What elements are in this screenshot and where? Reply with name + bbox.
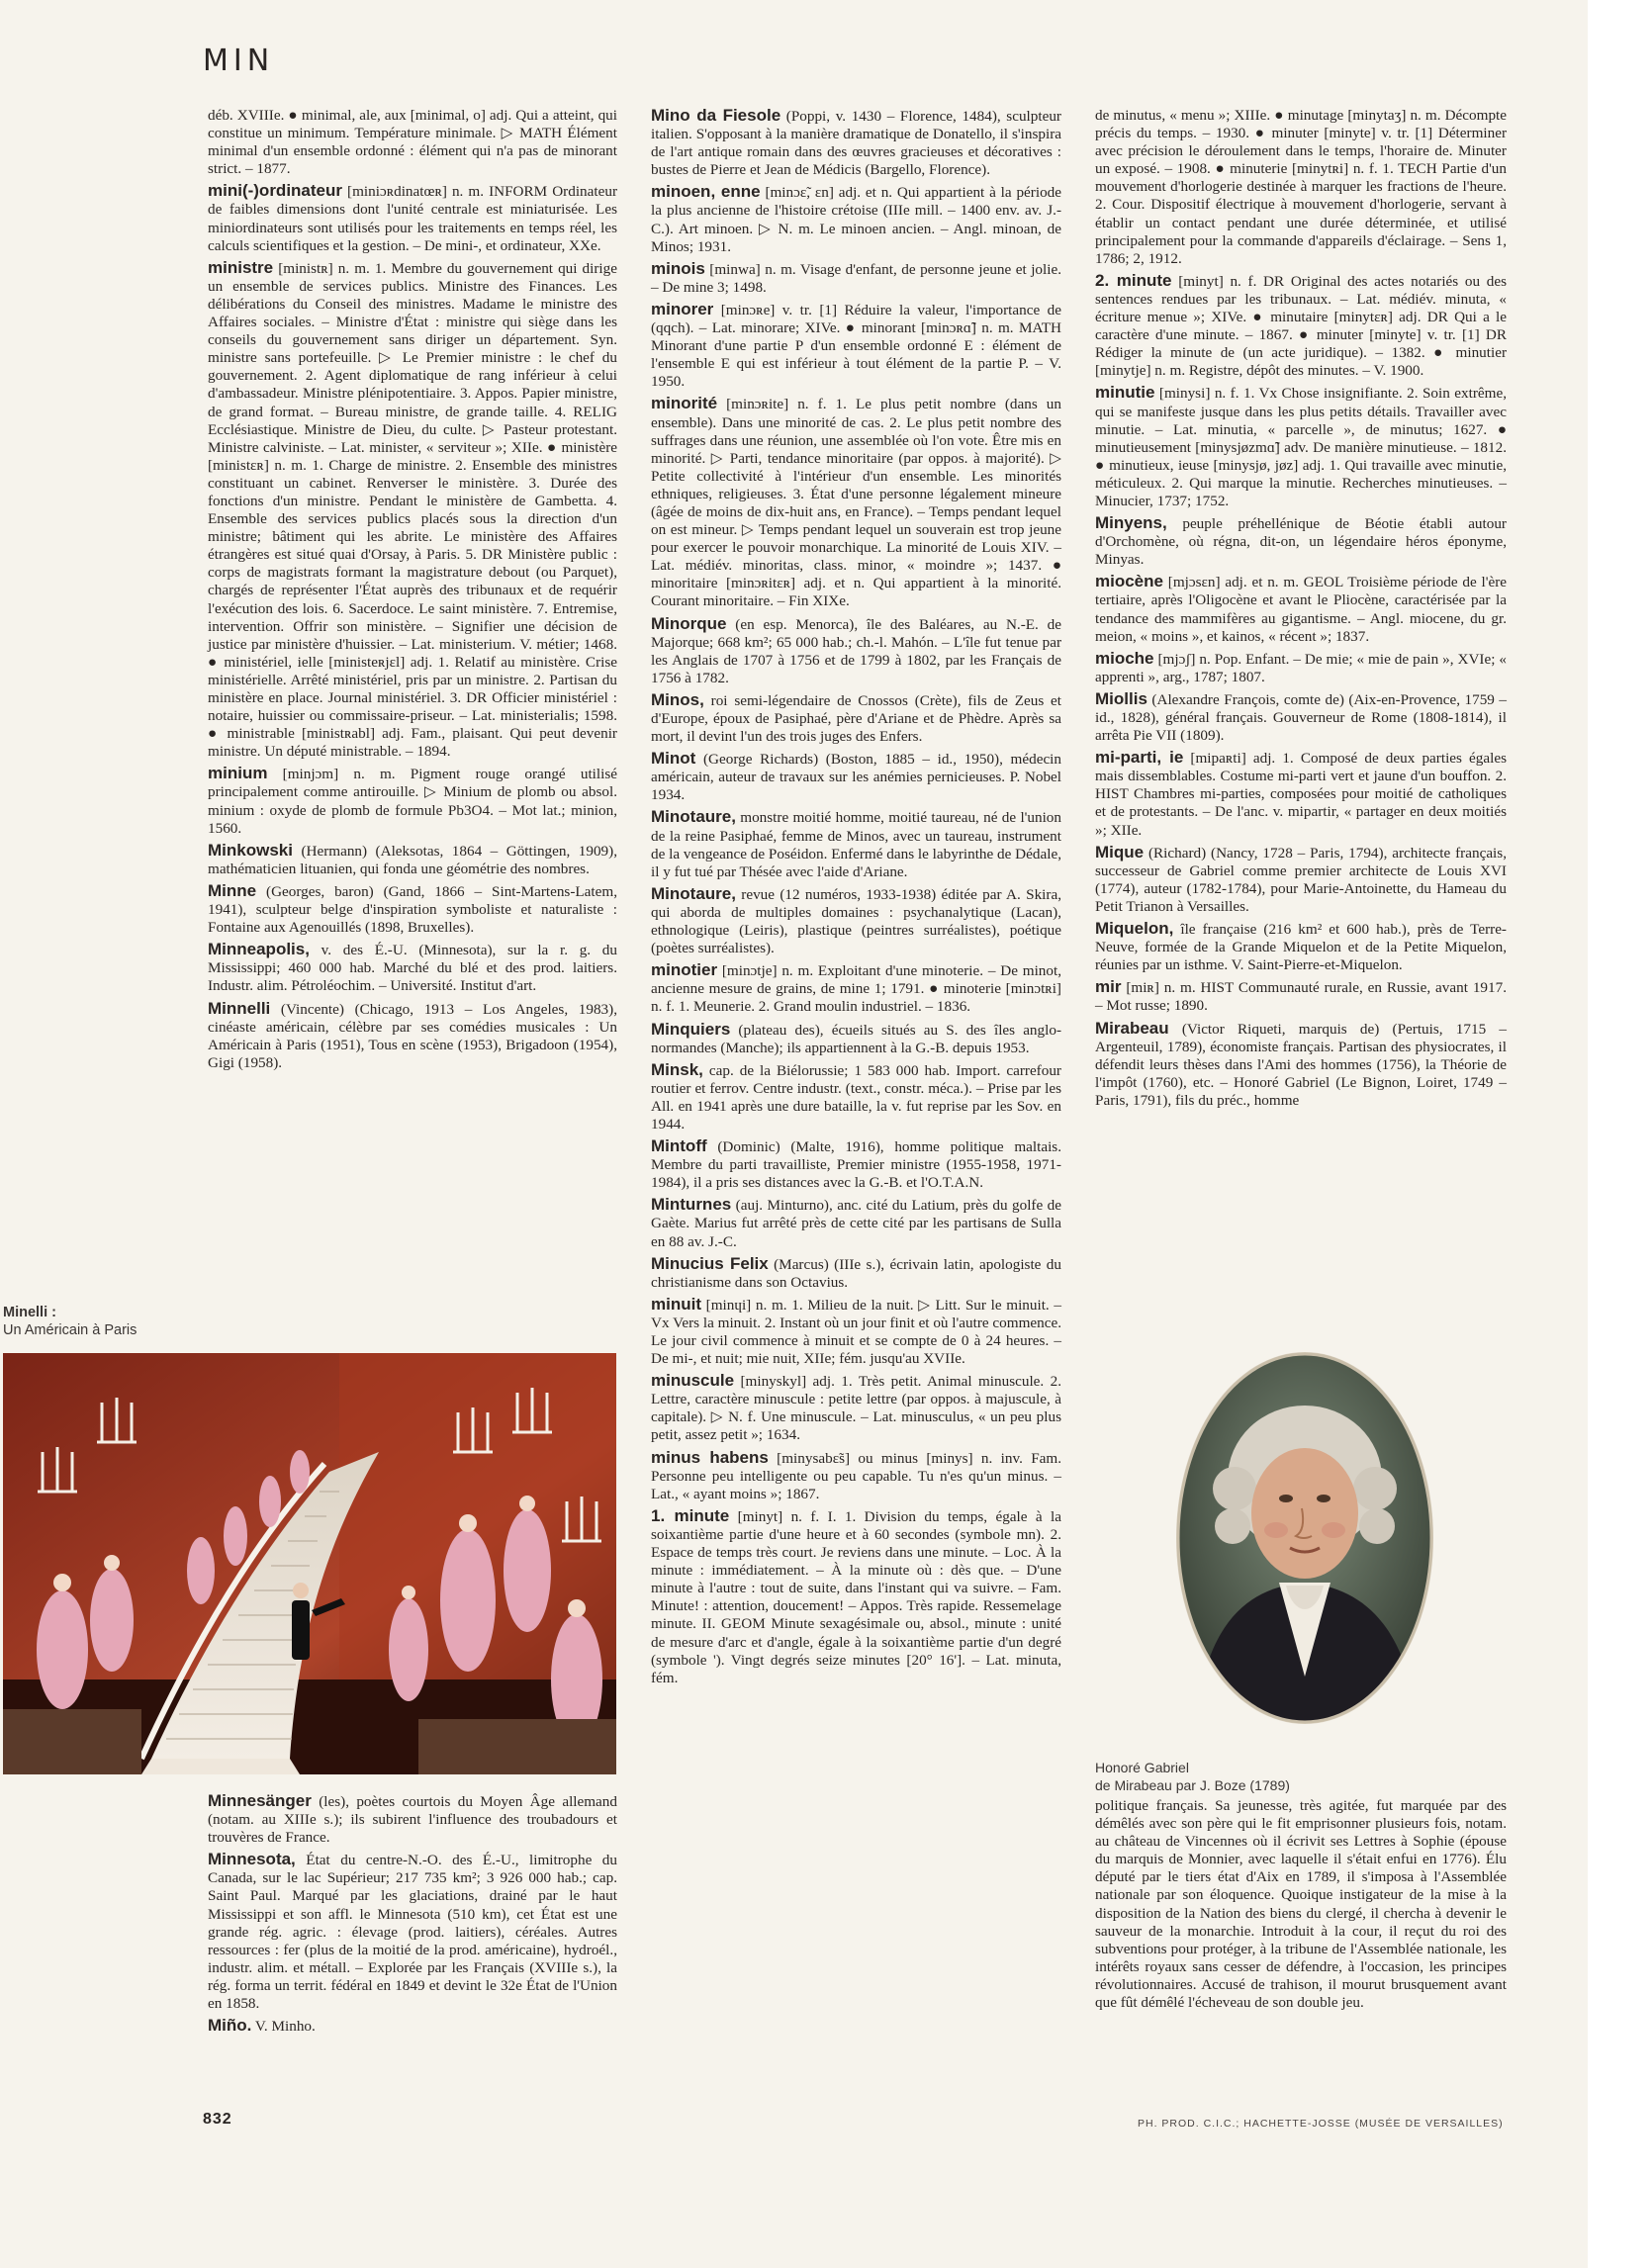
entry-body: revue (12 numéros, 1933-1938) éditée par A. Skira, qui aborda de multiples domaines : psychanalytique (Lacan), ethnologique (Leiris), plastique (peintres surréalistes), poétique (poètes surréalistes).	[651, 885, 1061, 957]
dictionary-entry	[1095, 384, 1507, 510]
entry-body: [miʀ] n. m. HIST Communauté rurale, en Russie, avant 1917. – Mot russe; 1890.	[1095, 979, 1507, 1015]
dictionary-entry	[651, 750, 1061, 804]
entry-body: [minɔɛ̃, ɛn] adj. et n. Qui appartient à la période la plus ancienne de l'histoire crétoise (IIIe mill. – 1400 env. av. J.-C.). Art minoen. ▷ N. m. Le minoen ancien. – Angl. minoan, de Minos; 1931.	[651, 184, 1061, 255]
mirabeau-caption	[1095, 1759, 1451, 1794]
dictionary-entry	[651, 691, 1061, 746]
entry-headword: mir	[1095, 977, 1122, 997]
entry-headword: minorité	[651, 394, 718, 413]
staircase-scene-illustration	[3, 1353, 616, 1774]
entry-headword: minium	[208, 764, 268, 783]
entry-body: V. Minho.	[251, 2018, 316, 2036]
entry-body: v. des É.-U. (Minnesota), sur la r. g. du Mississippi; 460 000 hab. Marché du blé et des prod. laitiers. Industr. alim. Pétroléochim. – Université. Institut d'art.	[208, 942, 617, 995]
entry-headword: Minos,	[651, 689, 704, 709]
dictionary-entry	[208, 107, 617, 178]
dictionary-entry	[1095, 573, 1507, 645]
entry-headword: minois	[651, 258, 705, 278]
entry-body: [mipaʀti] adj. 1. Composé de deux parties égales mais dissemblables. Costume mi-parti vert et jaune d'un bouffon. 2. HIST Chambres mi-parties, composées pour moitié de catholiques et de protestants. – De l'anc. v. mipartir, « partager en deux moitiés »; XIIe.	[1095, 750, 1508, 839]
entry-headword: miocène	[1095, 572, 1163, 591]
entry-headword: Minturnes	[651, 1195, 732, 1215]
dictionary-entry	[651, 183, 1061, 255]
entry-body: de minutus, « menu »; XIIIe. ● minutage [minytaʒ] n. m. Décompte précis du temps. – 1930. ● minuter [minyte] v. tr. [1] Déterminer avec précision le déroulement dans le temps, l'horaire de. Minuter un exposé. – 1908. ● minuterie [minytʀi] n. f. 1. TECH Partie d'un mouvement d'horlogerie destinée à marquer les fractions de l'heure. 2. Cour. Dispositif électrique à mouvement d'horlogerie, servant à établir un contact pendant une durée déterminée, et utilisé principalement pour la commande d'appareils d'éclairage. – Sens 1, 1786; 2, 1912.	[1095, 107, 1507, 267]
entry-headword: Mintoff	[651, 1136, 707, 1156]
dictionary-entry	[1095, 272, 1507, 381]
entry-headword: mioche	[1095, 648, 1154, 668]
entry-headword: Minotaure,	[651, 807, 736, 827]
entry-body: peuple préhellénique de Béotie établi autour d'Orchomène, où régna, dit-on, un légendaire héros éponyme, Minyas.	[1095, 515, 1507, 569]
mirabeau-caption-line1: Honoré Gabriel	[1095, 1760, 1189, 1775]
entry-body: politique français. Sa jeunesse, très agitée, fut marquée par des démêlés avec son père qui le fit emprisonner plusieurs fois, notam. au château de Vincennes où il écrivit ses Lettres à Sophie (épouse du marquis de Monnier, avec laquelle il s'était enfui en 1776). Élu député par le tiers état d'Aix en 1789, il s'imposa à l'Assemblée nationale par son éloquence. Quoique instigateur de la mise à la disposition de la Nation des biens du clergé, il chercha à devenir le sauveur de la monarchie. Introduit à la cour, il reçut du roi des subventions pour protéger, à la tribune de l'Assemblée nationale, les intérêts royaux sans cesser de défendre, à l'occasion, les principes révolutionnaires. Accusé de trahison, il mourut brusquement avant que fût démêlé l'écheveau de son double jeu.	[1095, 1797, 1507, 2012]
entry-body: cap. de la Biélorussie; 1 583 000 hab. Import. carrefour routier et ferrov. Centre industr. (text., constr. méca.). – Prise par les All. en 1941 après une dure bataille, la v. fut reprise par les Sov. en 1944.	[651, 1061, 1061, 1133]
entry-headword: Mino da Fiesole	[651, 106, 781, 125]
entry-body: [minɥi] n. m. 1. Milieu de la nuit. ▷ Litt. Sur le minuit. – Vx Vers la minuit. 2. Instant où un jour finit et où l'autre commence. Le jour civil commence à minuit et se compte de 0 à 24 heures. – De mi-, et nuit; mie nuit, XIIe; fém. jusqu'au XVIIe.	[651, 1296, 1061, 1368]
entry-headword: Minnesänger	[208, 1791, 312, 1810]
entry-body: [minɔtje] n. m. Exploitant d'une minoterie. – De minot, ancienne mesure de grains, de mine 1; 1791. ● minoterie [minɔtʀi] n. f. 1. Meunerie. 2. Grand moulin industriel. – 1836.	[651, 962, 1061, 1016]
dictionary-entry	[208, 1851, 617, 2013]
entry-body: (en esp. Menorca), île des Baléares, au N.-E. de Majorque; 668 km²; 65 000 hab.; ch.-l. Mahón. – L'île fut tenue par les Anglais de 1707 à 1756 et de 1799 à 1802, par les Français de 1756 à 1782.	[651, 615, 1061, 686]
entry-body: (Victor Riqueti, marquis de) (Pertuis, 1715 – Argenteuil, 1789), économiste français. Partisan des physiocrates, il défendit leurs thèses dans l'Ami des hommes (1756), la Théorie de l'impôt (1760), etc. – Honoré Gabriel (Le Bignon, Loiret, 1749 – Paris, 1791), fils du préc., homme	[1095, 1020, 1507, 1109]
dictionary-entry	[208, 259, 617, 762]
entry-body: (Poppi, v. 1430 – Florence, 1484), sculpteur italien. S'opposant à la manière dramatique de Donatello, il s'inspira de l'art antique romain dans des œuvres gracieuses et décoratives : bustes de Pierre et Jean de Médicis (Bargello, Florence).	[651, 108, 1061, 179]
entry-body: roi semi-légendaire de Cnossos (Crète), fils de Zeus et d'Europe, époux de Pasiphaé, père d'Ariane et de Phèdre. Après sa mort, il devint l'un des trois juges des Enfers.	[651, 691, 1061, 746]
dictionary-entry	[651, 808, 1061, 880]
entry-body: [minyt] n. f. DR Original des actes notariés ou des sentences rendues par les tribunaux. – Lat. médiév. minuta, « écriture menue »; XIVe. ● minutaire [minytɛʀ] adj. DR Qui a le caractère d'une minute. – 1867. ● minuter [minyte] v. tr. [1] DR Rédiger la minute de (un acte juridique). – 1382. ● minutier [minytje] n. m. Registre, dépôt des minutes. – V. 1900.	[1095, 272, 1507, 380]
dictionary-entry	[651, 1507, 1061, 1687]
photo-credit: PH. PROD. C.I.C.; HACHETTE-JOSSE (MUSÉE DE VERSAILLES)	[1138, 2118, 1504, 2130]
dictionary-entry	[1095, 1797, 1507, 2012]
entry-body: déb. XVIIIe. ● minimal, ale, aux [minimal, o] adj. Qui a atteint, qui constitue un minimum. Température minimale. ▷ MATH Élément minimal d'un ensemble ordonné : élément qui n'a pas de minorant strict. – 1877.	[208, 107, 617, 178]
entry-headword: Minquiers	[651, 1019, 731, 1039]
dictionary-entry	[208, 182, 617, 254]
entry-headword: minuit	[651, 1294, 701, 1314]
entry-headword: Minsk,	[651, 1059, 703, 1079]
entry-headword: mi-parti, ie	[1095, 748, 1184, 768]
running-head: MIN	[203, 44, 275, 78]
minnelli-photo	[3, 1353, 616, 1774]
entry-headword: 1. minute	[651, 1505, 730, 1525]
mirabeau-portrait	[1175, 1350, 1434, 1726]
minnelli-caption	[3, 1304, 201, 1339]
dictionary-entry	[1095, 978, 1507, 1015]
dictionary-entry	[651, 395, 1061, 610]
entry-headword: Minorque	[651, 613, 727, 633]
entry-headword: Miollis	[1095, 688, 1147, 708]
portrait-oval-illustration	[1175, 1350, 1434, 1726]
entry-body: [minyt] n. f. I. 1. Division du temps, égale à la soixantième partie d'une heure et à 60 secondes (symbole mn). 2. Espace de temps très court. Je reviens dans une minute. – Loc. À la minute : immédiatement. – À la minute où : dès que. – D'une minute à l'autre : tout de suite, dans l'instant qui va suivre. – Fam. Minute! : attention, doucement! – Appos. Très rapide. Ressemelage minute. II. GEOM Minute sexagésimale ou, absol., minute : unité de mesure d'arc et d'angle, égale à la soixantième partie d'un degré (symbole '). Vingt degrés seize minutes [20° 16']. – Lat. minuta, fém.	[651, 1507, 1061, 1686]
entry-body: (Marcus) (IIIe s.), écrivain latin, apologiste du christianisme dans son Octavius.	[651, 1255, 1061, 1291]
entry-headword: Minotaure,	[651, 883, 736, 903]
entry-headword: Minnesota,	[208, 1850, 296, 1869]
dictionary-entry	[208, 842, 617, 878]
mirabeau-caption-name: de Mirabeau	[1095, 1777, 1172, 1793]
column-3	[1095, 107, 1507, 1114]
entry-body: [minɔʀite] n. f. 1. Le plus petit nombre (dans un ensemble). Dans une minorité de cas. 2. Le plus petit nombre des suffrages dans une réunion, une assemblée où l'on vote. Être mis en minorité. ▷ Parti, tendance minoritaire (par oppos. à majorité). ▷ Petite collectivité à l'intérieur d'un ensemble. Les minorités ethniques, religieuses. 3. État d'une personne légalement mineure (âgée de moins de dix-huit ans, en France). – Temps pendant lequel on est mineur. ▷ Temps pendant lequel un souverain est trop jeune pour exercer le pouvoir monarchique. La minorité de Louis XIV. – Lat. médiév. minoritas, class. minor, « moindre »; 1437. ● minoritaire [minɔʀitɛʀ] adj. et n. Qui appartient à la minorité. Courant minoritaire. – Fin XIXe.	[651, 396, 1061, 610]
dictionary-entry	[651, 885, 1061, 957]
dictionary-entry	[208, 765, 617, 837]
dictionary-entry	[651, 1061, 1061, 1134]
entry-body: île française (216 km² et 600 hab.), près de Terre-Neuve, formée de la Grande Miquelon et de la Petite Miquelon, réunies par un isthme. V. Saint-Pierre-et-Miquelon.	[1095, 921, 1507, 974]
entry-headword: Minyens,	[1095, 513, 1167, 533]
dictionary-entry	[1095, 844, 1507, 916]
entry-headword: Miño.	[208, 2016, 252, 2036]
entry-headword: Minne	[208, 880, 257, 900]
entry-body: [minyskyl] adj. 1. Très petit. Animal minuscule. 2. Lettre, caractère minuscule : petite lettre (par oppos. à majuscule, à capitale). ▷ N. f. Une minuscule. – Lat. minusculus, « un peu plus petit, assez petit »; 1634.	[651, 1373, 1061, 1444]
entry-headword: minuscule	[651, 1371, 735, 1391]
dictionary-entry	[651, 1296, 1061, 1368]
mirabeau-caption-rest: par J. Boze (1789)	[1171, 1777, 1290, 1793]
entry-body: (plateau des), écueils situés au S. des îles anglo-normandes (Manche); ils appartiennent à la G.-B. depuis 1953.	[651, 1021, 1061, 1056]
dictionary-entry	[651, 1255, 1061, 1292]
entry-headword: Minneapolis,	[208, 940, 310, 959]
dictionary-entry	[208, 1792, 617, 1847]
entry-body: [minjɔm] n. m. Pigment rouge orangé utilisé principalement comme antirouille. ▷ Minium de plomb ou absol. minium : oxyde de plomb de formule Pb3O4. – Mot lat.; minion, 1560.	[208, 766, 617, 837]
entry-body: monstre moitié homme, moitié taureau, né de l'union de la reine Pasiphaé, femme de Minos, avec un taureau, instrument de la vengeance de Poséidon. Enfermé dans le labyrinthe de Dédale, il y fut tué par Thésée avec l'aide d'Ariane.	[651, 809, 1061, 880]
entry-body: [minysi] n. f. 1. Vx Chose insignifiante. 2. Soin extrême, qui se manifeste jusque dans les plus petits détails. Travailler avec minutie. – Lat. minutia, « parcelle », de minutus; 1627. ● minutieusement [minysjøzmɑ̃] adv. De manière minutieuse. – 1812. ● minutieux, ieuse [minysjø, jøz] adj. 1. Qui travaille avec minutie, méticuleux. 2. Qui marque la minutie. Recherches minutieuses. – Minucier, 1737; 1752.	[1095, 385, 1507, 509]
entry-body: (George Richards) (Boston, 1885 – id., 1950), médecin américain, auteur de travaux sur les anémies pernicieuses. P. Nobel 1934.	[651, 751, 1061, 804]
entry-headword: mini(-)ordinateur	[208, 181, 342, 201]
entry-headword: minotier	[651, 960, 718, 980]
column-3-continued	[1095, 1797, 1507, 2016]
dictionary-entry	[651, 1137, 1061, 1192]
entry-body: (Vincente) (Chicago, 1913 – Los Angeles, 1983), cinéaste américain, célèbre par ses comédies musicales : Un Américain à Paris (1951), Tous en scène (1953), Brigadoon (1954), Gigi (1958).	[208, 1000, 617, 1071]
column-2	[651, 107, 1061, 1691]
entry-headword: Minot	[651, 749, 696, 769]
entry-body: [minysabɛ̃s] ou minus [minys] n. inv. Fam. Personne peu intelligente ou peu capable. Tu n'es qu'un minus. – Lat., « ayant moins »; 1867.	[651, 1449, 1061, 1502]
entry-headword: 2. minute	[1095, 270, 1172, 290]
dictionary-entry	[651, 301, 1061, 391]
entry-headword: Miquelon,	[1095, 919, 1174, 939]
entry-headword: minorer	[651, 299, 714, 318]
entry-body: (Georges, baron) (Gand, 1866 – Sint-Martens-Latem, 1941), sculpteur belge d'inspiration symboliste et naturaliste : Fontaine aux Agenouillés (1898, Bruxelles).	[208, 882, 617, 937]
dictionary-entry	[651, 1196, 1061, 1250]
dictionary-entry	[208, 2017, 617, 2036]
entry-body: [mjɔʃ] n. Pop. Enfant. – De mie; « mie de pain », XVIe; « apprenti », arg., 1787; 1807.	[1095, 650, 1507, 685]
page-edge	[1588, 0, 1652, 2268]
entry-body: (Dominic) (Malte, 1916), homme politique maltais. Membre du parti travailliste, Premier ministre (1955-1958, 1971-1984), il a pris ses distances avec la G.-B. et l'O.T.A.N.	[651, 1138, 1061, 1192]
entry-headword: Mirabeau	[1095, 1018, 1169, 1038]
dictionary-entry	[1095, 514, 1507, 569]
entry-body: (Alexandre François, comte de) (Aix-en-Provence, 1759 – id., 1828), général français. Gouverneur de Rome (1808-1814), il arrêta Pie VII (1809).	[1095, 690, 1507, 745]
entry-body: (Richard) (Nancy, 1728 – Paris, 1794), architecte français, successeur de Gabriel comme premier architecte de Louis XVI (1774), auteur (1782-1784), pour Marie-Antoinette, du Hameau du Petit Trianon à Versailles.	[1095, 844, 1507, 915]
entry-headword: Minnelli	[208, 998, 271, 1018]
mirabeau-caption-line2	[1095, 1776, 1451, 1794]
entry-headword: Minkowski	[208, 840, 293, 860]
entry-body: État du centre-N.-O. des É.-U., limitrophe du Canada, sur le lac Supérieur; 217 735 km²; 3 926 000 hab.; cap. Saint Paul. Marqué par les glaciations, drainé par le haut Mississippi et son affl. le Minnesota (510 km), cet État est une grande rég. agric. : élevage (prod. laitiers), céréales. Autres ressources : fer (plus de la moitié de la prod. américaine), hydroél., industr. alim. et métall. – Explorée par les Français (XVIIIe s.), la rég. forma un territ. fédéral en 1849 et devint le 32e État de l'Union en 1858.	[208, 1852, 617, 2013]
dictionary-entry	[651, 961, 1061, 1016]
dictionary-entry	[651, 1449, 1061, 1503]
entry-headword: Mique	[1095, 842, 1145, 862]
page-number: 832	[203, 2111, 232, 2128]
dictionary-entry	[651, 1021, 1061, 1057]
dictionary-entry	[651, 1372, 1061, 1444]
entry-body: [mjɔsɛn] adj. et n. m. GEOL Troisième période de l'ère tertiaire, après l'Oligocène et avant le Pliocène, caractérisée par la tendance des mammifères au gigantisme. – Angl. miocene, du gr. meion, « moins », et kainos, « récent »; 1837.	[1095, 574, 1507, 645]
entry-headword: minutie	[1095, 383, 1155, 403]
minnelli-caption-text: Un Américain à Paris	[3, 1322, 138, 1338]
entry-headword: ministre	[208, 257, 274, 277]
entry-body: [minɔʀe] v. tr. [1] Réduire la valeur, l'importance de (qqch). – Lat. minorare; XIVe. ● minorant [minɔʀɑ̃] n. m. MATH Minorant d'une partie P d'un ensemble ordonné E : élément de l'ensemble E qui est inférieur à tout élément de la partie P. – V. 1950.	[651, 301, 1061, 391]
dictionary-entry	[208, 941, 617, 995]
entry-body: (auj. Minturno), anc. cité du Latium, près du golfe de Gaète. Marius fut arrêté près de cette cité par les partisans de Sulla en 88 av. J.-C.	[651, 1197, 1061, 1250]
dictionary-entry	[1095, 107, 1507, 268]
dictionary-entry	[1095, 1020, 1507, 1110]
entry-headword: minoen, enne	[651, 182, 761, 202]
dictionary-entry	[651, 107, 1061, 179]
dictionary-entry	[1095, 749, 1507, 839]
dictionary-entry	[1095, 650, 1507, 686]
dictionary-entry	[208, 1000, 617, 1072]
entry-body: (les), poètes courtois du Moyen Âge allemand (notam. au XIIIe s.); ils subirent l'influence des troubadours et trouvères de France.	[208, 1793, 617, 1847]
dictionary-entry	[208, 882, 617, 937]
dictionary-entry	[651, 615, 1061, 687]
dictionary-entry	[651, 260, 1061, 297]
dictionary-entry	[1095, 920, 1507, 974]
column-1-continued	[208, 1792, 617, 2040]
dictionary-entry	[1095, 690, 1507, 745]
entry-headword: minus habens	[651, 1447, 769, 1467]
entry-body: [ministʀ] n. m. 1. Membre du gouvernement qui dirige un ensemble de services publics. Ministre des Finances. Les délibérations du Conseil des ministres. Madame le ministre des Affaires sociales. – Ministre d'État : ministre qui siège dans les conseils du gouvernement sans diriger un département. Syn. ministre sans portefeuille. ▷ Le Premier ministre : le chef du gouvernement. 2. Agent diplomatique de rang inférieur à celui d'ambassadeur. Ministre plénipotentiaire. 3. Appos. Papier ministre, de grand format. – Bureau ministre, de grande taille. 4. RELIG Ecclésiastique. Ministre de Dieu, du culte. ▷ Pasteur protestant. Ministre calviniste. – Lat. minister, « serviteur »; XIIe. ● ministère [ministɛʀ] n. m. 1. Charge de ministre. 2. Ensemble des ministres constituant un cabinet. Renverser le ministère. 3. Durée des fonctions d'un ministre. Pendant le ministère de Gambetta. 4. Ensemble des services publics placés sous la direction d'un ministre; bâtiment qui les abrite. Le ministère des Affaires étrangères est situé quai d'Orsay, à Paris. 5. DR Ministère public : corps de magistrats formant la magistrature debout (ou Parquet), chargés de représenter l'État auprès des tribunaux et de requérir l'exécution des lois. 6. Sacerdoce. Le saint ministère. 7. Entremise, intervention. Offrir son ministère. – Signifier une décision de justice par ministère d'huissier. – Lat. ministerium. V. métier; 1468. ● ministériel, ielle [ministeʀjɛl] adj. 1. Relatif au ministère. Crise ministérielle. Arrêté ministériel, pris par un ministre. 2. Partisan du ministère en place. Journal ministériel. 3. DR Officier ministériel : notaire, huissier ou commissaire-priseur. – Lat. ministerialis; 1598. ● ministrable [ministʀabl] adj. Fam., plaisant. Qui peut devenir ministre. Un député ministrable. – 1894.	[208, 259, 617, 761]
minnelli-caption-title: Minelli :	[3, 1305, 56, 1320]
column-1	[208, 107, 617, 1076]
entry-body: (Hermann) (Aleksotas, 1864 – Göttingen, 1909), mathématicien lituanien, qui fonda une géométrie des nombres.	[208, 842, 617, 877]
entry-headword: Minucius Felix	[651, 1253, 769, 1273]
entry-body: [miniɔʀdinatœʀ] n. m. INFORM Ordinateur de faibles dimensions dont l'unité centrale est miniaturisée. Les miniordinateurs sont utilisés pour les traitements en temps réel, les calculs scientifiques et la gestion. – De mini-, et ordinateur, XXe.	[208, 183, 617, 254]
entry-body: [minwa] n. m. Visage d'enfant, de personne jeune et jolie. – De mine 3; 1498.	[651, 260, 1061, 296]
